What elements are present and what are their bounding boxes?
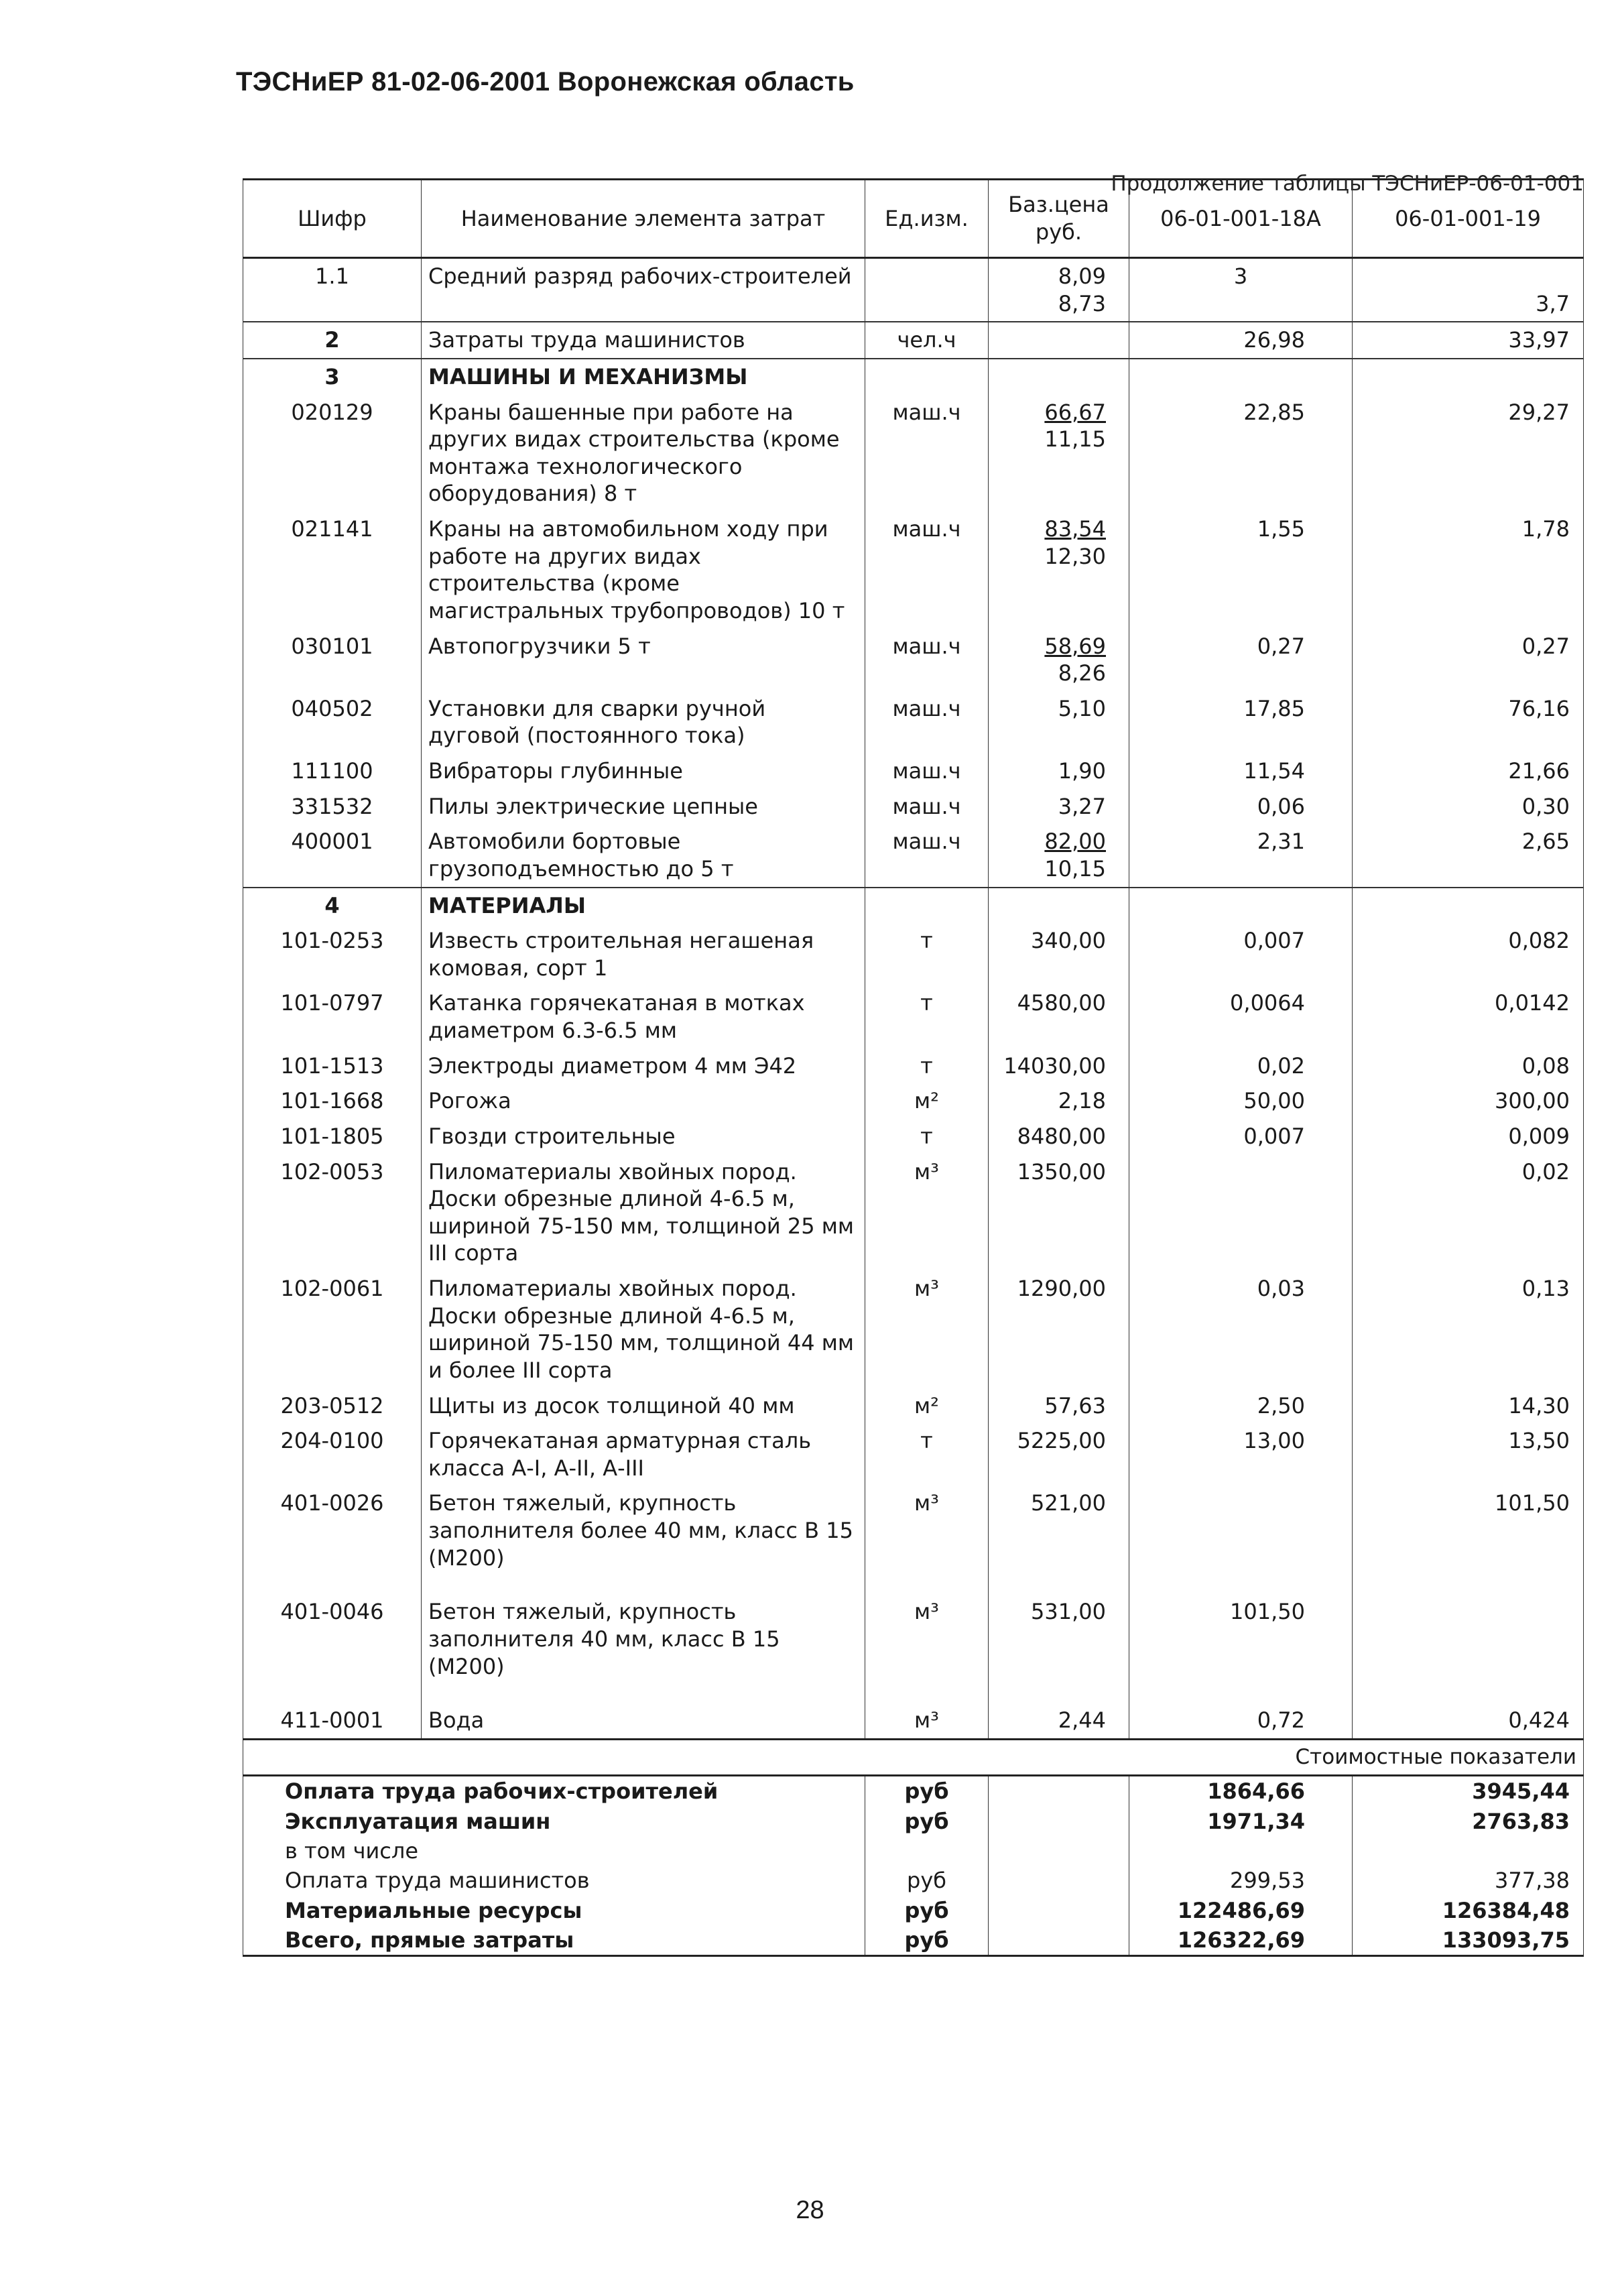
table-row [243,1388,1584,1424]
continuation-caption: Продолжение таблицы ТЭСНиЕР-06-01-001 [1111,172,1584,196]
row-unit: м² [865,1083,989,1119]
cost-unit: руб [865,1866,989,1895]
row-unit: т [865,1048,989,1084]
row-value-a [1129,1486,1353,1594]
row-value-b [1353,1594,1584,1703]
row-code: 101-1668 [243,1083,422,1119]
row-unit: маш.ч [865,691,989,753]
cost-caption: Стоимостные показатели [243,1739,1584,1774]
table-row [243,824,1584,887]
cost-value-b: 377,38 [1353,1866,1584,1895]
row-unit: т [865,1423,989,1486]
row-price-bottom: 11,15 [1044,426,1106,452]
table-row [243,322,1584,359]
row-code: 2 [243,322,422,359]
row-price-top: 66,67 [1044,399,1106,425]
col-header-name: Наименование элемента затрат [422,180,865,258]
row-value-b: 0,082 [1353,923,1584,985]
row-price: 1,90 [989,753,1129,789]
row-value-a: 0,02 [1129,1048,1353,1084]
cost-value-b: 126384,48 [1353,1896,1584,1925]
col-header-price [989,180,1129,258]
table-row [243,691,1584,753]
row-value-b: 0,27 [1353,629,1584,691]
row-unit: маш.ч [865,789,989,825]
row-value-a: 13,00 [1129,1423,1353,1486]
row-code: 020129 [243,395,422,512]
row-value-a: 0,0064 [1129,985,1353,1048]
row-code: 102-0061 [243,1271,422,1388]
row-code: 111100 [243,753,422,789]
row-unit: м² [865,1388,989,1424]
col-header-unit: Ед.изм. [865,180,989,258]
row-price: 5,10 [989,691,1129,753]
row-price-bottom: 10,15 [1044,855,1106,882]
table-row [243,1119,1584,1154]
norms-table-wrapper [243,178,1583,1957]
row-price-bottom: 12,30 [1044,543,1106,569]
row-unit: м³ [865,1271,989,1388]
row-name: Средний разряд рабочих-строителей [422,258,865,322]
row-name: Затраты труда машинистов [422,322,865,359]
section-header-materials [243,888,1584,924]
section-title: МАТЕРИАЛЫ [422,888,865,924]
row-code: 411-0001 [243,1703,422,1739]
row-code: 1.1 [243,258,422,322]
table-row [243,985,1584,1048]
row-unit: т [865,923,989,985]
section-code: 4 [243,888,422,924]
row-price-bottom: 8,73 [1058,290,1106,316]
cost-label: в том числе [243,1836,865,1866]
col-header-norm-b: 06-01-001-19 [1353,180,1584,258]
row-name: Катанка горячекатаная в мотках диаметром 6.3-6.5 мм [422,985,865,1048]
row-code: 204-0100 [243,1423,422,1486]
row-price [989,824,1129,887]
row-price [989,395,1129,512]
row-value-a: 0,06 [1129,789,1353,825]
row-unit: м³ [865,1594,989,1703]
row-value-a: 11,54 [1129,753,1353,789]
row-price: 1290,00 [989,1271,1129,1388]
row-value-a: 2,31 [1129,824,1353,887]
row-value-b: 14,30 [1353,1388,1584,1424]
cost-value-b: 3945,44 [1353,1776,1584,1807]
table-row [243,511,1584,629]
table-row [243,1271,1584,1388]
row-value-b: 1,78 [1353,511,1584,629]
cost-label: Всего, прямые затраты [243,1925,865,1956]
row-price: 5225,00 [989,1423,1129,1486]
row-unit: маш.ч [865,753,989,789]
cost-caption-row [243,1739,1584,1774]
row-value-a: 0,03 [1129,1271,1353,1388]
row-price-top: 82,00 [1044,829,1106,855]
row-price-top: 58,69 [1044,633,1106,659]
row-value-a: 0,007 [1129,923,1353,985]
table-row [243,789,1584,825]
row-value-b: 0,30 [1353,789,1584,825]
cost-row [243,1776,1584,1807]
row-value-a: 0,27 [1129,629,1353,691]
row-unit: м³ [865,1703,989,1739]
row-value-a: 26,98 [1129,322,1353,359]
row-value-a: 2,50 [1129,1388,1353,1424]
cost-value-a: 126322,69 [1129,1925,1353,1956]
row-name: Автомобили бортовые грузоподъемностью до 5 т [422,824,865,887]
row-value-b: 3,7 [1353,258,1584,322]
row-name: Бетон тяжелый, крупность заполнителя 40 мм, класс В 15 (М200) [422,1594,865,1703]
row-value-a: 101,50 [1129,1594,1353,1703]
row-unit: маш.ч [865,824,989,887]
row-name: Щиты из досок толщиной 40 мм [422,1388,865,1424]
row-price: 14030,00 [989,1048,1129,1084]
row-price: 531,00 [989,1594,1129,1703]
table-row [243,753,1584,789]
row-name: Электроды диаметром 4 мм Э42 [422,1048,865,1084]
row-price [989,629,1129,691]
row-value-b: 13,50 [1353,1423,1584,1486]
row-name: Бетон тяжелый, крупность заполнителя более 40 мм, класс В 15 (М200) [422,1486,865,1594]
row-value-a: 0,72 [1129,1703,1353,1739]
section-code: 3 [243,359,422,395]
cost-label: Эксплуатация машин [243,1807,865,1836]
row-value-b: 0,13 [1353,1271,1584,1388]
row-value-b: 21,66 [1353,753,1584,789]
row-name: Вода [422,1703,865,1739]
row-name: Гвозди строительные [422,1119,865,1154]
row-name: Горячекатаная арматурная сталь класса А-I, А-II, А-III [422,1423,865,1486]
row-price: 4580,00 [989,985,1129,1048]
row-unit: м³ [865,1154,989,1272]
cost-unit: руб [865,1896,989,1925]
cost-row [243,1896,1584,1925]
row-unit [865,258,989,322]
cost-unit: руб [865,1776,989,1807]
row-value-b: 0,08 [1353,1048,1584,1084]
row-price-top: 83,54 [1044,516,1106,542]
row-unit: чел.ч [865,322,989,359]
row-price-bottom: 8,26 [1058,660,1106,686]
row-name: Пилы электрические цепные [422,789,865,825]
row-price [989,258,1129,322]
cost-value-b: 2763,83 [1353,1807,1584,1836]
table-row [243,258,1584,322]
row-code: 040502 [243,691,422,753]
cost-value-a: 1971,34 [1129,1807,1353,1836]
col-header-norm-a: 06-01-001-18А [1129,180,1353,258]
table-row [243,1423,1584,1486]
table-row [243,629,1584,691]
row-value-b: 29,27 [1353,395,1584,512]
row-value-a: 0,007 [1129,1119,1353,1154]
section-header-machines [243,359,1584,395]
page-header: ТЭСНиЕР 81-02-06-2001 Воронежская область [236,67,855,97]
row-value-b: 0,424 [1353,1703,1584,1739]
row-price: 2,44 [989,1703,1129,1739]
row-unit: т [865,985,989,1048]
cost-summary-table [243,1774,1584,1957]
cost-row [243,1807,1584,1836]
row-code: 401-0046 [243,1594,422,1703]
table-row [243,1154,1584,1272]
cost-label: Материальные ресурсы [243,1896,865,1925]
row-unit: маш.ч [865,511,989,629]
row-code: 331532 [243,789,422,825]
row-name: Краны башенные при работе на других видах строительства (кроме монтажа технологического оборудования) 8 т [422,395,865,512]
table-row [243,923,1584,985]
row-code: 101-0797 [243,985,422,1048]
cost-value-b [1353,1836,1584,1866]
row-name: Автопогрузчики 5 т [422,629,865,691]
row-price [989,511,1129,629]
table-row [243,1703,1584,1739]
row-value-b: 33,97 [1353,322,1584,359]
row-price: 2,18 [989,1083,1129,1119]
row-code: 101-0253 [243,923,422,985]
row-unit: маш.ч [865,629,989,691]
row-price: 57,63 [989,1388,1129,1424]
section-title: МАШИНЫ И МЕХАНИЗМЫ [422,359,865,395]
cost-value-a: 299,53 [1129,1866,1353,1895]
table-row [243,1083,1584,1119]
row-value-b: 300,00 [1353,1083,1584,1119]
cost-row [243,1836,1584,1866]
row-name: Рогожа [422,1083,865,1119]
cost-value-a: 122486,69 [1129,1896,1353,1925]
row-value-a [1129,1154,1353,1272]
row-price: 1350,00 [989,1154,1129,1272]
norms-table [243,178,1584,1774]
cost-label: Оплата труда рабочих-строителей [243,1776,865,1807]
row-value-b: 0,0142 [1353,985,1584,1048]
table-row [243,1486,1584,1594]
row-name: Установки для сварки ручной дуговой (постоянного тока) [422,691,865,753]
table-row [243,395,1584,512]
cost-value-b: 133093,75 [1353,1925,1584,1956]
row-value-b: 2,65 [1353,824,1584,887]
row-code: 101-1805 [243,1119,422,1154]
row-name: Пиломатериалы хвойных пород. Доски обрезные длиной 4-6.5 м, шириной 75-150 мм, толщиной 25 мм III сорта [422,1154,865,1272]
cost-unit: руб [865,1807,989,1836]
cost-unit [865,1836,989,1866]
row-value-b: 0,009 [1353,1119,1584,1154]
row-code: 102-0053 [243,1154,422,1272]
row-code: 400001 [243,824,422,887]
table-header-row [243,180,1584,258]
row-name: Известь строительная негашеная комовая, сорт 1 [422,923,865,985]
cost-label: Оплата труда машинистов [243,1866,865,1895]
table-row [243,1048,1584,1084]
row-name: Краны на автомобильном ходу при работе на других видах строительства (кроме магистральных трубопроводов) 10 т [422,511,865,629]
row-code: 401-0026 [243,1486,422,1594]
row-value-b: 101,50 [1353,1486,1584,1594]
cost-value-a: 1864,66 [1129,1776,1353,1807]
page-number: 28 [796,2196,824,2224]
row-value-b: 76,16 [1353,691,1584,753]
row-code: 101-1513 [243,1048,422,1084]
row-unit: м³ [865,1486,989,1594]
table-row [243,1594,1584,1703]
col-header-code: Шифр [243,180,422,258]
row-price-top: 8,09 [1058,263,1106,289]
row-price [989,322,1129,359]
row-value-a: 17,85 [1129,691,1353,753]
cost-row [243,1925,1584,1956]
cost-value-a [1129,1836,1353,1866]
row-value-a: 22,85 [1129,395,1353,512]
row-code: 021141 [243,511,422,629]
row-name: Пиломатериалы хвойных пород. Доски обрезные длиной 4-6.5 м, шириной 75-150 мм, толщиной 44 мм и более III сорта [422,1271,865,1388]
col-header-price-line1: Баз.цена [1008,192,1109,218]
row-value-a: 50,00 [1129,1083,1353,1119]
cost-row [243,1866,1584,1895]
row-price: 340,00 [989,923,1129,985]
row-price: 8480,00 [989,1119,1129,1154]
cost-unit: руб [865,1925,989,1956]
row-value-b: 0,02 [1353,1154,1584,1272]
row-price: 521,00 [989,1486,1129,1594]
col-header-price-line2: руб. [1035,219,1082,245]
row-value-a: 1,55 [1129,511,1353,629]
row-price: 3,27 [989,789,1129,825]
row-code: 203-0512 [243,1388,422,1424]
row-value-a: 3 [1129,258,1353,322]
row-code: 030101 [243,629,422,691]
row-name: Вибраторы глубинные [422,753,865,789]
row-unit: маш.ч [865,395,989,512]
row-unit: т [865,1119,989,1154]
